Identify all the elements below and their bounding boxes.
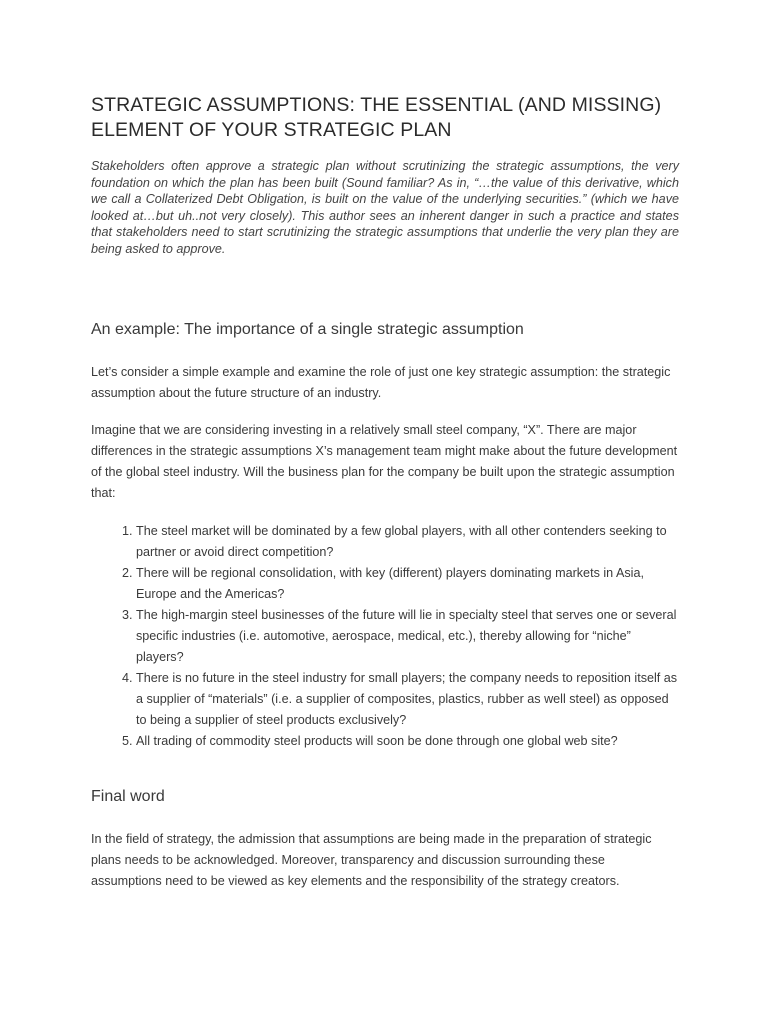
document-page: [91, 93, 679, 892]
example-paragraph-2: Imagine that we are considering investing in a relatively small steel company, “X”. There are major differences in the strategic assumptions X’s management team might make about the future development of the global steel industry. Will the business plan for the company be built upon the strategic assumption that:: [91, 422, 678, 500]
list-item: 1. The steel market will be dominated by a few global players, with all other contenders seeking to partner or avoid direct competition?: [136, 521, 679, 563]
list-item: 3. The high-margin steel businesses of the future will lie in specialty steel that serves one or several specific industries (i.e. automotive, aerospace, medical, etc.), thereby allowing for “niche” players?: [136, 605, 679, 668]
document-title: STRATEGIC ASSUMPTIONS: THE ESSENTIAL (AND MISSING) ELEMENT OF YOUR STRATEGIC PLAN: [91, 94, 662, 141]
section-heading-final-word: Final word: [91, 787, 165, 805]
list-item: 4. There is no future in the steel industry for small players; the company needs to reposition itself as a supplier of “materials” (i.e. a supplier of composites, plastics, rubber as well steel) as opposed to being a supplier of steel products exclusively?: [136, 668, 679, 731]
example-paragraph-1: Let’s consider a simple example and examine the role of just one key strategic assumption: the strategic assumption about the future structure of an industry.: [91, 364, 671, 400]
final-word-paragraph: In the field of strategy, the admission that assumptions are being made in the preparation of strategic plans needs to be acknowledged. Moreover, transparency and discussion surrounding these assumptions need to be viewed as key elements and the responsibility of the strategy creators.: [91, 831, 652, 888]
list-item: 2. There will be regional consolidation, with key (different) players dominating markets in Asia, Europe and the Americas?: [136, 563, 679, 605]
assumption-list: [91, 521, 679, 752]
list-item: 5. All trading of commodity steel products will soon be done through one global web site?: [136, 731, 679, 752]
abstract-paragraph: Stakeholders often approve a strategic plan without scrutinizing the strategic assumptions, the very foundation on which the plan has been built (Sound familiar? As in, “…the value of this derivative, which we call a Collaterized Debt Obligation, is built on the value of the underlying securities.” (which we have looked at…but uh..not very closely). This author sees an inherent danger in such a practice and states that stakeholders need to start scrutinizing the strategic assumptions that underlie the very plan they are being asked to approve.: [91, 159, 679, 256]
section-heading-example: An example: The importance of a single strategic assumption: [91, 320, 524, 338]
